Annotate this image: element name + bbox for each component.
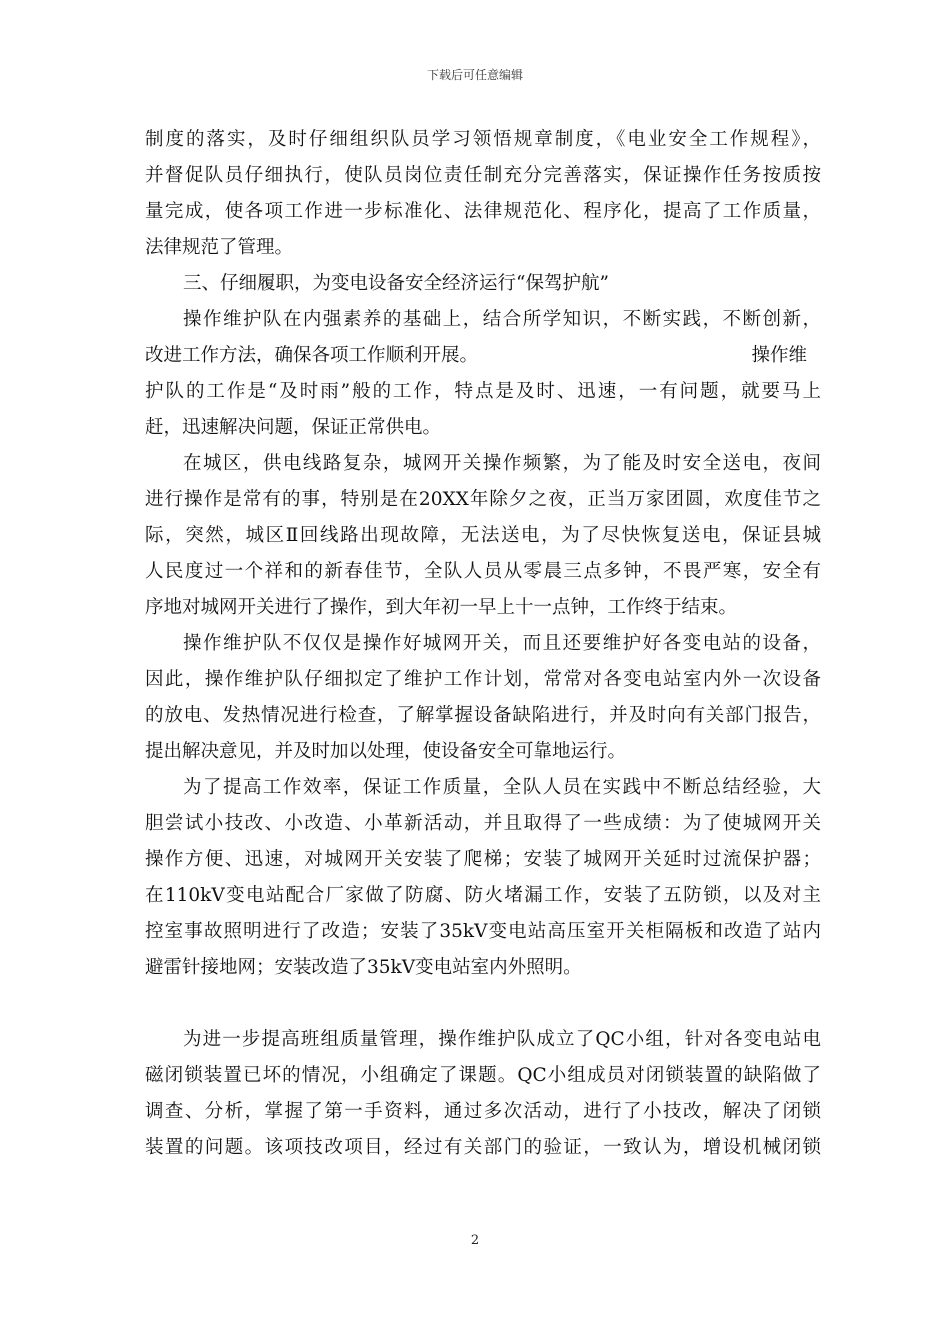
text-segment: 改进工作方法，确保各项工作顺利开展。	[145, 345, 479, 366]
text-line: 护队的工作是“及时雨”般的工作，特点是及时、迅速，一有问题，就要马上	[145, 381, 821, 402]
text-line-split	[145, 338, 821, 374]
page-header: 下载后可任意编辑	[426, 68, 523, 82]
page-number: 2	[470, 1233, 480, 1248]
text-line: 为了提高工作效率，保证工作质量，全队人员在实践中不断总结经验，大	[183, 777, 821, 798]
text-line: 磁闭锁装置已坏的情况，小组确定了课题。QC小组成员对闭锁装置的缺陷做了	[145, 1065, 821, 1086]
text-line: 制度的落实，及时仔细组织队员学习领悟规章制度，《电业安全工作规程》，	[145, 129, 821, 150]
text-line: 进行操作是常有的事，特别是在20XX年除夕之夜，正当万家团圆，欢度佳节之	[145, 489, 821, 510]
text-line: 提出解决意见，并及时加以处理，使设备安全可靠地运行。	[145, 741, 627, 762]
text-line: 为进一步提高班组质量管理，操作维护队成立了QC小组，针对各变电站电	[183, 1029, 821, 1050]
document-body	[145, 122, 821, 1166]
text-line: 赶，迅速解决问题，保证正常供电。	[145, 417, 442, 438]
text-line: 调查、分析，掌握了第一手资料，通过多次活动，进行了小技改，解决了闭锁	[145, 1101, 821, 1122]
text-line: 量完成，使各项工作进一步标准化、法律规范化、程序化，提高了工作质量，	[145, 201, 821, 222]
text-line: 装置的问题。该项技改项目，经过有关部门的验证，一致认为，增设机械闭锁	[145, 1137, 821, 1158]
text-line: 胆尝试小技改、小改造、小革新活动，并且取得了一些成绩：为了使城网开关	[145, 813, 821, 834]
text-line: 因此，操作维护队仔细拟定了维护工作计划，常常对各变电站室内外一次设备	[145, 669, 821, 690]
section-heading: 三、仔细履职，为变电设备安全经济运行“保驾护航”	[183, 273, 609, 294]
text-line: 避雷针接地网；安装改造了35kV变电站室内外照明。	[145, 957, 582, 978]
text-line: 际，突然，城区Ⅱ回线路出现故障，无法送电，为了尽快恢复送电，保证县城	[145, 525, 821, 546]
text-line: 人民度过一个祥和的新春佳节，全队人员从零晨三点多钟，不畏严寒，安全有	[145, 561, 821, 582]
text-line: 并督促队员仔细执行，使队员岗位责任制充分完善落实，保证操作任务按质按	[145, 165, 821, 186]
paragraph-gap	[145, 986, 821, 1022]
text-line: 操作方便、迅速，对城网开关安装了爬梯；安装了城网开关延时过流保护器；	[145, 849, 821, 870]
text-line: 操作维护队在内强素养的基础上，结合所学知识，不断实践，不断创新，	[183, 309, 821, 330]
text-line: 序地对城网开关进行了操作，到大年初一早上十一点钟，工作终于结束。	[145, 597, 738, 618]
text-line: 在110kV变电站配合厂家做了防腐、防火堵漏工作，安装了五防锁，以及对主	[145, 885, 821, 906]
text-line: 操作维护队不仅仅是操作好城网开关，而且还要维护好各变电站的设备，	[183, 633, 821, 654]
text-line: 控室事故照明进行了改造；安装了35kV变电站高压室开关柜隔板和改造了站内	[145, 921, 821, 942]
text-line: 在城区，供电线路复杂，城网开关操作频繁，为了能及时安全送电，夜间	[183, 453, 821, 474]
text-segment: 操作维	[751, 345, 807, 366]
text-line: 法律规范了管理。	[145, 237, 294, 258]
text-line: 的放电、发热情况进行检查，了解掌握设备缺陷进行，并及时向有关部门报告，	[145, 705, 821, 726]
